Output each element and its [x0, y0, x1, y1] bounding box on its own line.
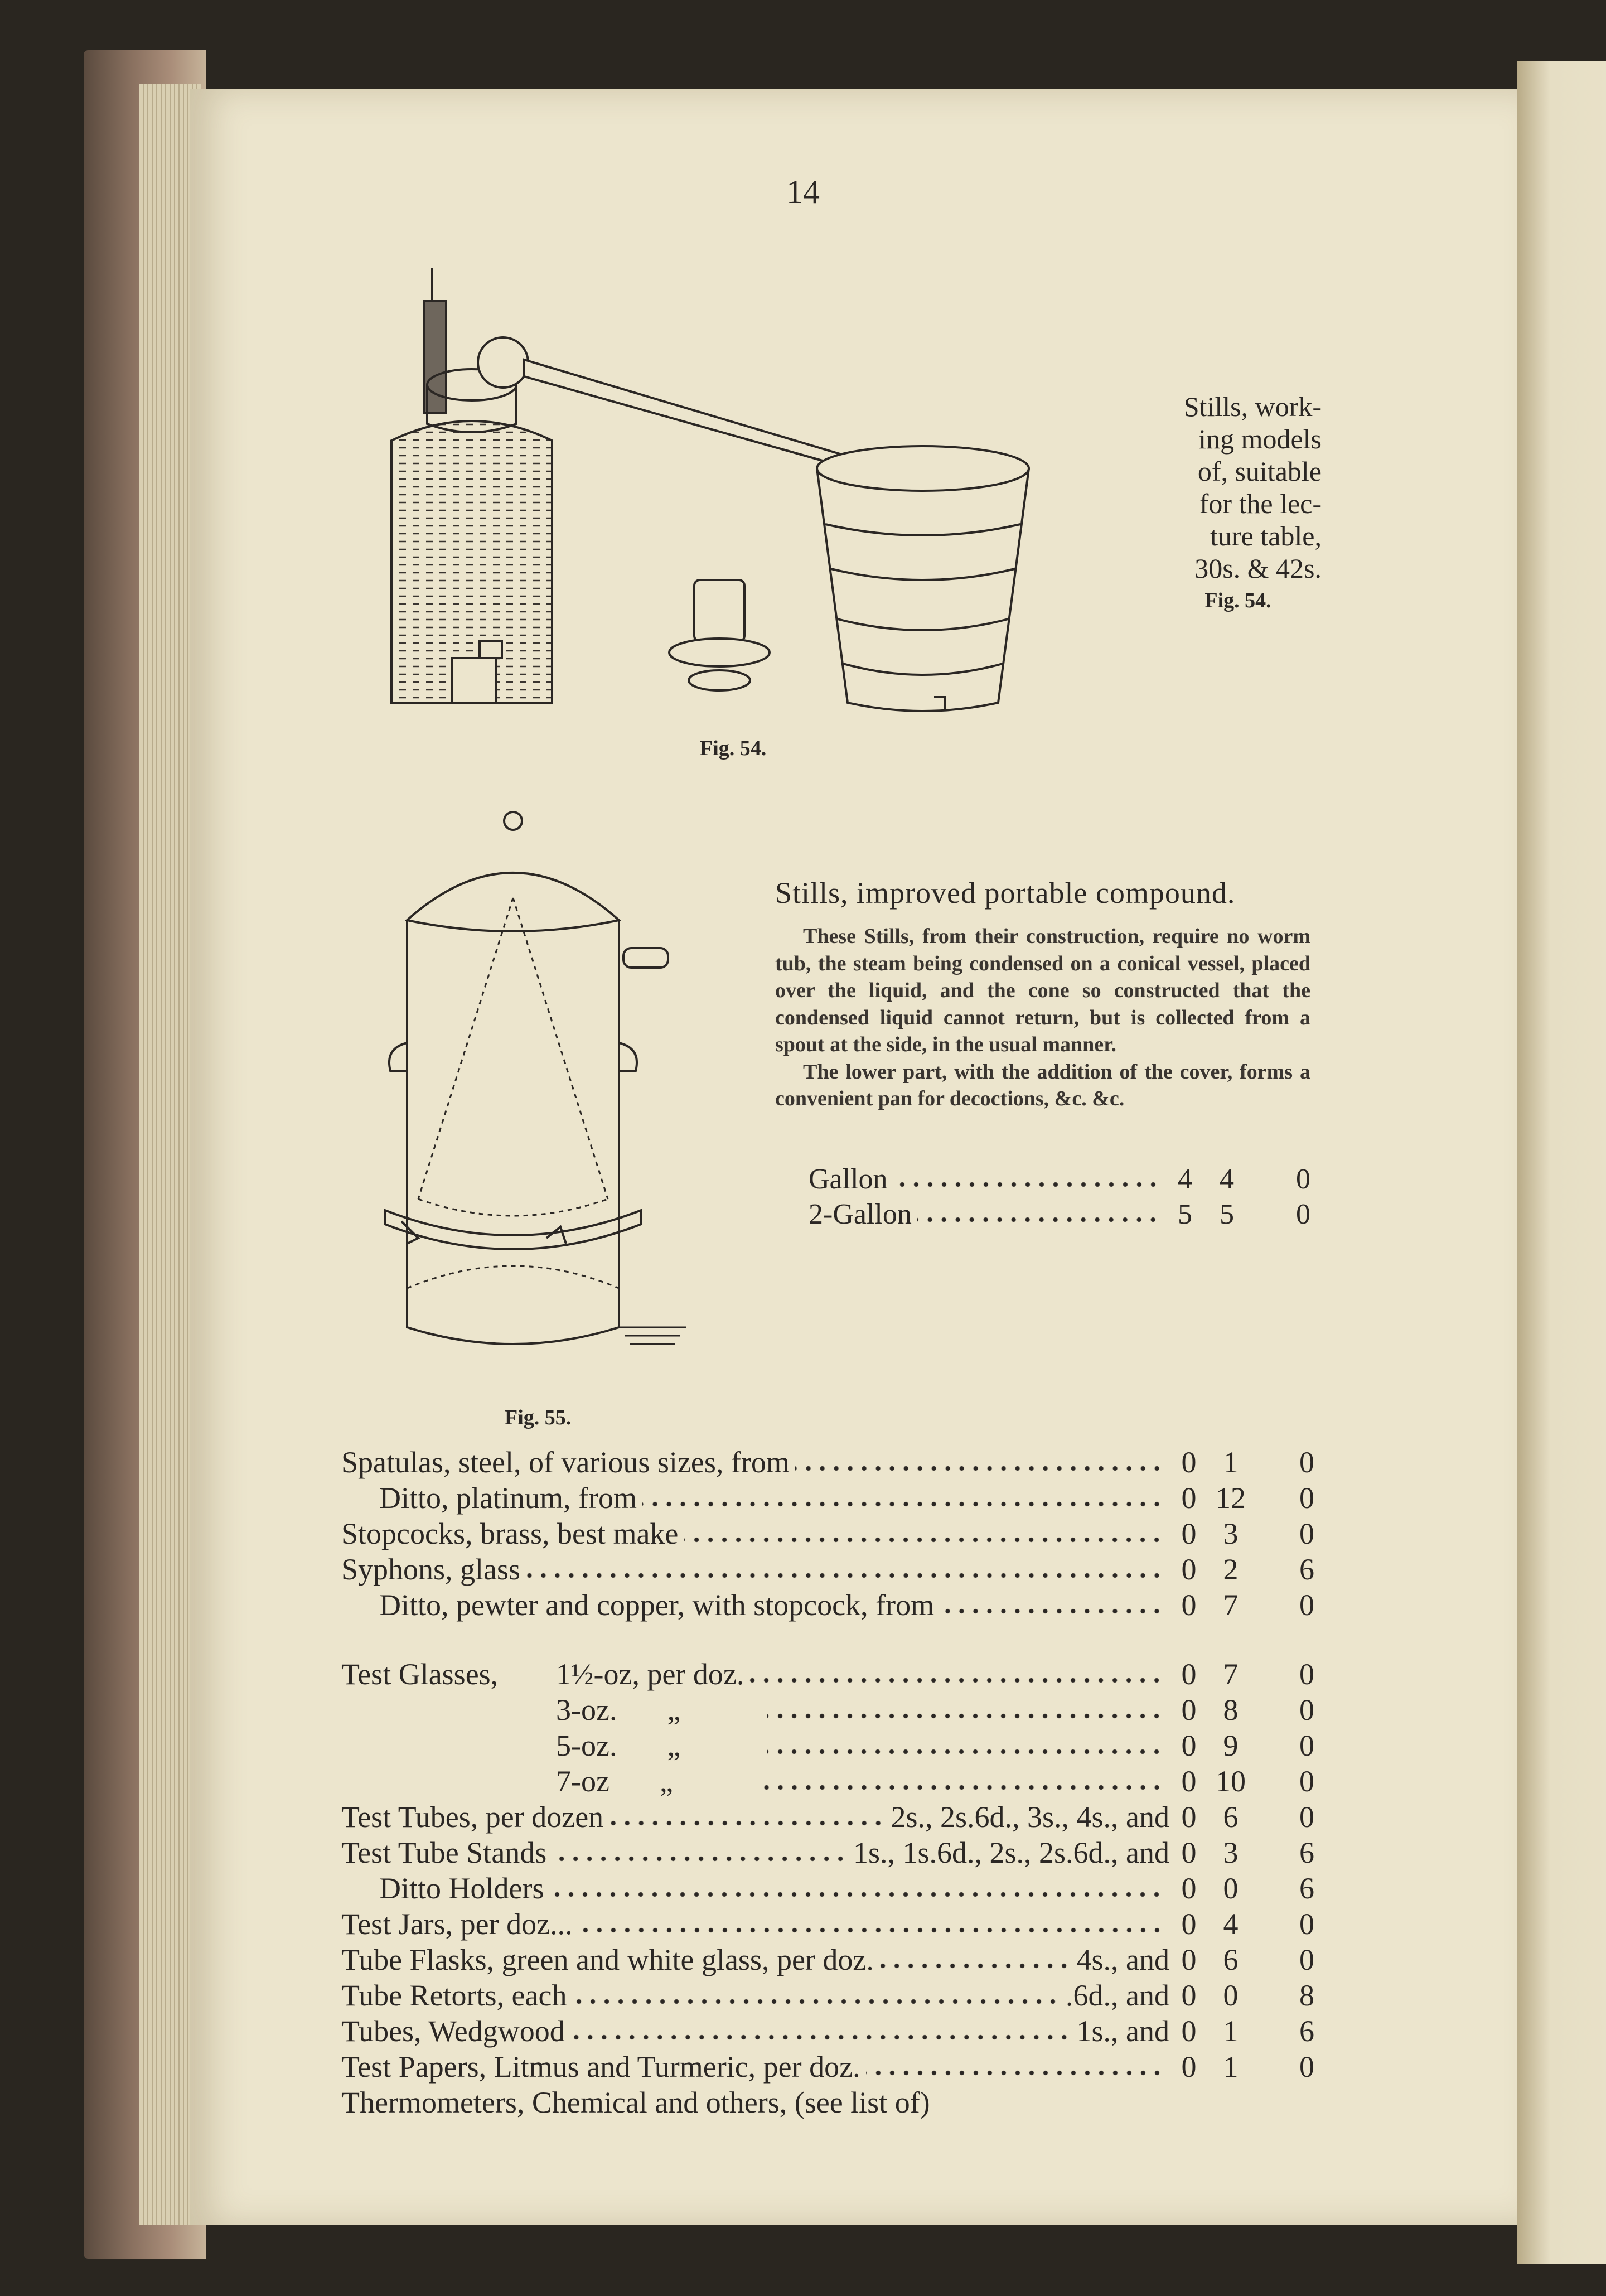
- fig-54-still-illustration: [385, 257, 1121, 725]
- dot-leader: [917, 1216, 1160, 1224]
- caption-line: Stills, work-: [1183, 391, 1322, 422]
- price-list-row: [341, 2085, 1314, 2120]
- price-pence: 0: [1299, 2050, 1314, 2084]
- description-paragraph: These Stills, from their construction, require no worm tub, the steam being condensed on a conical vessel, placed over the liquid, and the cone so constructed that the condensed liquid cannot return, but is collected from a spout at the side, in the usual manner.: [775, 925, 1310, 1056]
- price-shillings: 12: [1216, 1481, 1246, 1515]
- price-shillings: 1: [1223, 2014, 1239, 2048]
- item-label: 1½-oz, per doz.: [556, 1657, 744, 1691]
- dot-leader: [879, 1962, 1071, 1970]
- price-pence: 0: [1299, 1907, 1314, 1941]
- price-list-row: [341, 1835, 1314, 1870]
- price-pounds: 0: [1181, 1943, 1197, 1976]
- price-pounds: 0: [1181, 1517, 1197, 1550]
- item-label: Thermometers, Chemical and others, (see list of): [341, 2086, 930, 2119]
- page-number: 14: [786, 173, 820, 210]
- price-pounds: 5: [1178, 1198, 1192, 1230]
- price-pence: 6: [1299, 1836, 1314, 1869]
- alternative-prices: 4s., and: [1076, 1943, 1169, 1976]
- price-pence: 6: [1299, 1553, 1314, 1586]
- caption-fig-ref: Fig. 54.: [1204, 589, 1271, 612]
- price-list-row: [341, 1906, 1314, 1942]
- price-pence: 0: [1296, 1198, 1310, 1230]
- alternative-prices: 2s., 2s.6d., 3s., 4s., and: [891, 1800, 1169, 1834]
- price-pounds: 0: [1181, 1729, 1197, 1762]
- price-list-row: [341, 1763, 1314, 1799]
- fig-55-description: [775, 923, 1310, 1113]
- dot-leader: [572, 1998, 1060, 2005]
- alternative-prices: .6d., and: [1066, 1979, 1169, 2012]
- price-pence: 0: [1299, 1765, 1314, 1798]
- caption-line: of, suitable: [1197, 456, 1322, 487]
- price-list-row: [341, 1978, 1314, 2013]
- price-list-row: [341, 1942, 1314, 1978]
- price-pounds: 0: [1181, 1553, 1197, 1586]
- item-label: Test Tubes, per dozen: [341, 1800, 604, 1834]
- item-label: Test Papers, Litmus and Turmeric, per doz.: [341, 2050, 860, 2084]
- price-shillings: 9: [1223, 1729, 1239, 1762]
- price-list-row: [341, 1692, 1314, 1728]
- price-pounds: 0: [1181, 1765, 1197, 1798]
- item-label: Tubes, Wedgwood: [341, 2014, 565, 2048]
- description-paragraph: The lower part, with the addition of the cover, forms a convenient pan for decoctions, &c. &c.: [775, 1060, 1310, 1110]
- caption-line: 30s. & 42s.: [1194, 553, 1322, 584]
- price-list-row: [341, 1551, 1314, 1587]
- price-list-row: [341, 1516, 1314, 1551]
- price-list-row: [341, 1656, 1314, 1692]
- price-pounds: 0: [1181, 1907, 1197, 1941]
- price-pounds: 0: [1181, 1588, 1197, 1622]
- item-label: 3-oz.: [556, 1693, 617, 1727]
- item-label: Ditto Holders: [379, 1872, 544, 1905]
- size-row-2-gallon: [809, 1198, 1310, 1231]
- price-shillings: 7: [1223, 1657, 1239, 1691]
- fig-54-label: Fig. 54.: [700, 737, 767, 760]
- price-shillings: 10: [1216, 1765, 1246, 1798]
- price-shillings: 1: [1223, 1446, 1239, 1479]
- item-label: Test Tube Stands: [341, 1836, 547, 1869]
- price-pence: 0: [1299, 1729, 1314, 1762]
- facing-page: [1517, 61, 1606, 2264]
- price-list: [341, 1444, 1314, 2120]
- price-shillings: 2: [1223, 1553, 1239, 1586]
- fig-54-caption: [1132, 390, 1322, 617]
- dot-leader: [684, 1536, 1164, 1544]
- item-label: 7-oz: [556, 1765, 609, 1798]
- item-label: Ditto, pewter and copper, with stopcock, from: [379, 1588, 935, 1622]
- dot-leader: [578, 1926, 1164, 1934]
- price-list-row: [341, 2013, 1314, 2049]
- price-list-row: [341, 1870, 1314, 1906]
- price-pence: 6: [1299, 2014, 1314, 2048]
- caption-line: for the lec-: [1199, 488, 1322, 519]
- price-pence: 0: [1299, 1800, 1314, 1834]
- price-pence: 6: [1299, 1872, 1314, 1905]
- price-pence: 0: [1299, 1693, 1314, 1727]
- price-pence: 0: [1299, 1517, 1314, 1550]
- ditto-mark: „: [667, 1729, 681, 1762]
- price-pence: 8: [1299, 1979, 1314, 2012]
- item-label: Ditto, platinum, from: [379, 1481, 637, 1515]
- price-pence: 0: [1299, 1657, 1314, 1691]
- dot-leader: [526, 1572, 1164, 1579]
- fig-55-label: Fig. 55.: [505, 1406, 572, 1429]
- item-label: Syphons, glass: [341, 1553, 521, 1586]
- price-pounds: 0: [1181, 2050, 1197, 2084]
- price-pounds: 0: [1181, 2014, 1197, 2048]
- price-shillings: 7: [1223, 1588, 1239, 1622]
- price-list-row: [341, 1480, 1314, 1516]
- price-pounds: 0: [1181, 1836, 1197, 1869]
- price-list-row: [341, 1728, 1314, 1763]
- item-label: Test Jars, per doz...: [341, 1907, 573, 1941]
- price-pounds: 0: [1181, 1872, 1197, 1905]
- price-shillings: 6: [1223, 1800, 1239, 1834]
- price-pounds: 0: [1181, 1481, 1197, 1515]
- price-shillings: 5: [1220, 1198, 1234, 1230]
- alternative-prices: 1s., 1s.6d., 2s., 2s.6d., and: [853, 1836, 1169, 1869]
- price-shillings: 1: [1223, 2050, 1239, 2084]
- dot-leader: [767, 1748, 1164, 1756]
- dot-leader: [866, 2069, 1164, 2077]
- price-pounds: 0: [1181, 1979, 1197, 2012]
- item-group-label: Test Glasses,: [341, 1657, 499, 1691]
- price-shillings: 8: [1223, 1693, 1239, 1727]
- price-pounds: 4: [1178, 1163, 1192, 1195]
- price-pence: 0: [1299, 1446, 1314, 1479]
- price-pounds: 0: [1181, 1657, 1197, 1691]
- item-label: Tube Retorts, each: [341, 1979, 567, 2012]
- dot-leader: [549, 1891, 1164, 1898]
- fig-55-heading: Stills, improved portable compound.: [775, 876, 1236, 910]
- size-row-gallon: [809, 1163, 1310, 1196]
- price-list-row: [341, 1799, 1314, 1835]
- size-label: 2-Gallon: [809, 1198, 912, 1230]
- price-shillings: 4: [1223, 1907, 1239, 1941]
- dot-leader: [893, 1181, 1160, 1188]
- price-pounds: 0: [1181, 1693, 1197, 1727]
- dot-leader: [570, 2033, 1071, 2041]
- item-label: 5-oz.: [556, 1729, 617, 1762]
- price-pence: 0: [1296, 1163, 1310, 1195]
- size-label: Gallon: [809, 1163, 888, 1195]
- dot-leader: [642, 1500, 1164, 1508]
- ditto-mark: „: [667, 1693, 681, 1727]
- price-pounds: 0: [1181, 1446, 1197, 1479]
- caption-line: ture table,: [1210, 520, 1322, 552]
- price-shillings: 3: [1223, 1836, 1239, 1869]
- dot-leader: [940, 1607, 1164, 1615]
- price-shillings: 4: [1220, 1163, 1234, 1195]
- item-label: Stopcocks, brass, best make: [341, 1517, 679, 1550]
- price-pence: 0: [1299, 1481, 1314, 1515]
- price-shillings: 3: [1223, 1517, 1239, 1550]
- dot-leader: [795, 1464, 1164, 1472]
- price-list-row: [341, 1444, 1314, 1480]
- item-label: Tube Flasks, green and white glass, per doz.: [341, 1943, 874, 1976]
- caption-line: ing models: [1198, 423, 1322, 455]
- dot-leader: [552, 1855, 848, 1863]
- price-pounds: 0: [1181, 1800, 1197, 1834]
- item-label: Spatulas, steel, of various sizes, from: [341, 1446, 790, 1479]
- ditto-mark: „: [659, 1765, 673, 1798]
- fig-55-still-illustration: [357, 809, 758, 1372]
- dot-leader: [609, 1819, 885, 1827]
- price-shillings: 6: [1223, 1943, 1239, 1976]
- price-list-row: [341, 1587, 1314, 1623]
- price-shillings: 0: [1223, 1872, 1239, 1905]
- price-pence: 0: [1299, 1588, 1314, 1622]
- price-shillings: 0: [1223, 1979, 1239, 2012]
- alternative-prices: 1s., and: [1076, 2014, 1169, 2048]
- price-pence: 0: [1299, 1943, 1314, 1976]
- dot-leader: [749, 1676, 1164, 1684]
- dot-leader: [767, 1712, 1164, 1720]
- price-list-row: [341, 2049, 1314, 2085]
- dot-leader: [760, 1783, 1164, 1791]
